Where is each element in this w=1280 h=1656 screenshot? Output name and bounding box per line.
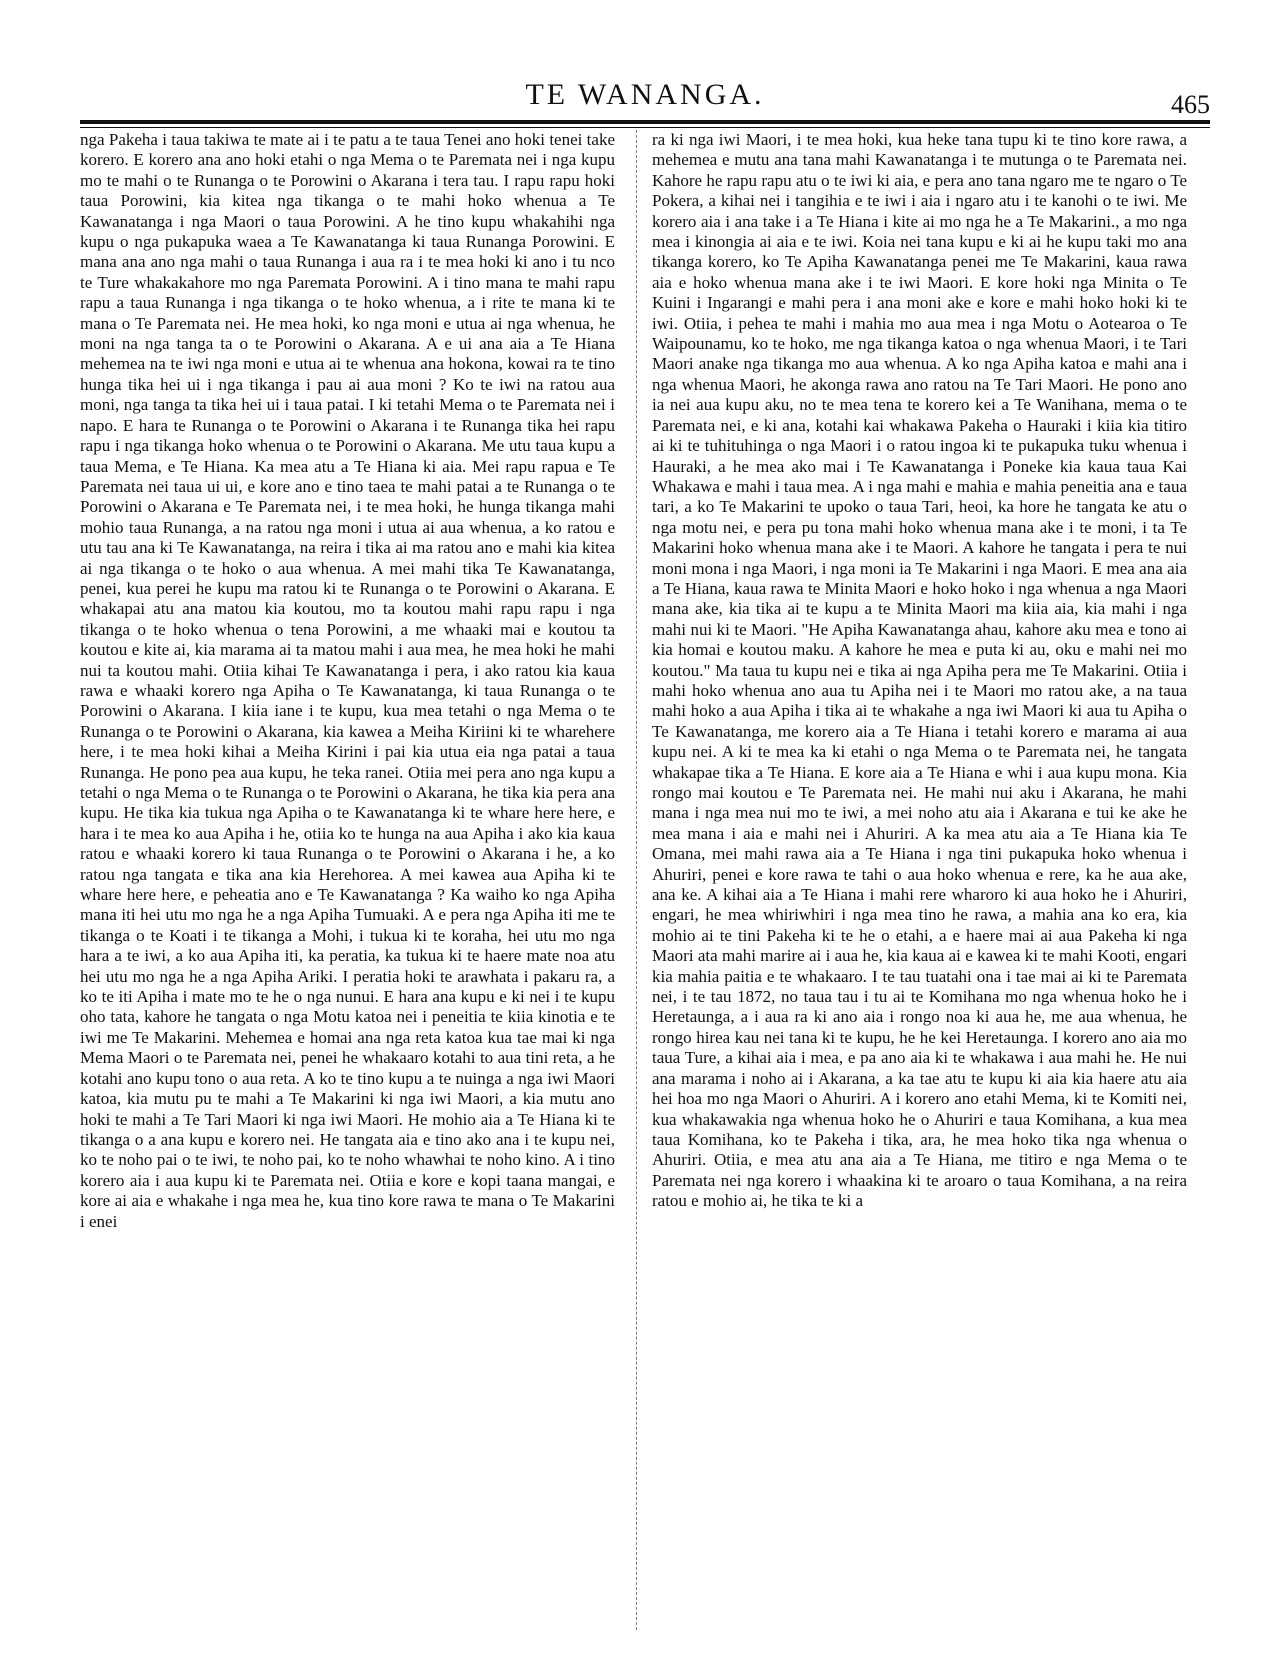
header-rule-thin bbox=[80, 127, 1210, 128]
page-header bbox=[80, 70, 1210, 120]
page-number: 465 bbox=[1171, 90, 1210, 119]
left-column-text: nga Pakeha i taua takiwa te mate ai i te patu a te taua Tenei ano hoki tenei take korero. E korero ana ano hoki etahi o nga Mema o te Paremata nei i nga kupu mo te mahi o te Runanga o te Porowini o Akarana i tera tau. I rapu rapu hoki taua Porowini, kia kitea nga tikanga o te mahi hoko whenua a Te Kawanatanga i nga Maori o taua Porowini. A he tino kupu whakahihi nga kupu o nga pukapuka waea a Te Kawanatanga ki taua Runanga Porowini. E mana ana ano nga mahi o taua Runanga i aua ra i te mea hoki ki ano i tu nco te Ture whakakahore mo nga Paremata Porowini. A i tino mana te mahi rapu rapu a taua Runanga i nga tikanga o te hoko whenua, a i rite te mana ki te mana o Te Paremata nei. He mea hoki, ko nga moni e utua ai nga whenua, he moni na nga tanga ta o te Porowini o Akarana. A e ui ana aia a Te Hiana mehemea na te iwi nga moni e utua ai te whenua ana hokona, kowai ra te tino hunga tika hei ui i nga tikanga i pau ai aua moni ? Ko te iwi na ratou aua moni, nga tanga ta tika hei ui i taua patai. I ki tetahi Mema o te Paremata nei i napo. E hara te Runanga o te Porowini o Akarana i te Runanga tika hei rapu rapu i nga tikanga hoko whenua o te Porowini o Akarana. Me utu taua kupu a taua Mema, e Te Hiana. Ka mea atu a Te Hiana ki aia. Mei rapu rapua e Te Paremata nei taua ui ui, e kore ano e tino taea te mahi patai a te Runanga o te Porowini o Akarana e Te Paremata nei, i te mea hoki, he hunga tikanga mahi mohio taua Runanga, a na ratou nga moni i utua ai aua whenua, a ko ratou e utu tau ana ki Te Kawanatanga, na reira i tika ai ma ratou ano e mahi kia kitea ai nga tikanga o te hoko o aua whenua. A mei mahi tika Te Kawanatanga, penei, kua perei he kupu ma ratou ki te Runanga o te Porowini o Akarana. E whakapai atu ana matou kia koutou, mo ta koutou mahi rapu rapu i nga tikanga o te hoko whenua o tena Porowini, a me whaaki mai e koutou ta koutou e kite ai, kia marama ai ta matou mahi i aua mea, he mea hoki he mahi nui ta koutou mahi. Otiia kihai Te Kawanatanga i pera, i ako ratou kia kaua rawa e whaaki korero nga Apiha o Te Kawanatanga, ki taua Runanga o te Porowini o Akarana. I kiia iane i te kupu, kua mea tetahi o nga Mema o te Runanga o te Porowini o Akarana, kia kawea a Meiha Kiriini ki te wharehere here, i te mea hoki kihai a Meiha Kirini i pai kia utua eia nga patai a taua Runanga. He pono pea aua kupu, he teka ranei. Otiia mei pera ano nga kupu a tetahi o nga Mema o te Runanga o te Porowini o Akarana, he tika kia pera ana kupu. He tika kia tukua nga Apiha o te Kawanatanga ki te whare here here, e hara i te mea ko aua Apiha i he, otiia ko te hunga na aua Apiha i ako kia kaua ratou e whaaki korero ki taua Runanga o te Porowini o Akarana i he, a ko ratou nga tangata e tika ana kia Herehorea. A mei kawea aua Apiha ki te whare here here, e peheatia ano e Te Kawanatanga ? Ka waiho ko nga Apiha mana iti hei utu mo nga he a nga Apiha Tumuaki. A e pera nga Apiha iti me te tikanga o te Koati i te tikanga a Mohi, i tukua ki te koraha, hei utu mo nga hara a te iwi, a ko aua Apiha iti, ka peratia, ka tukua ki te haere mate noa atu hei utu mo nga he a nga Apiha Ariki. I peratia hoki te arawhata i pakaru ra, a ko te iti Apiha i mate mo te he o nga nunui. E hara ana kupu e ki nei i te kupu oho tata, kahore he tangata o nga Motu katoa nei i peneitia te kiia kinotia e te iwi me Te Makarini. Mehemea e homai ana nga reta katoa kua tae mai ki nga Mema Maori o te Paremata nei, penei he whakaaro kotahi to aua tini reta, a he kotahi ano kupu tono o aua reta. A ko te tino kupu a te nuinga a nga iwi Maori katoa, kia mutu pu te mahi a Te Makarini ki nga iwi Maori, a kia mutu ano hoki te mahi a Te Tari Maori ki nga iwi Maori. He mohio aia a Te Hiana ki te tikanga o a ana kupu e korero nei. He tangata aia e tino ako ana i te kupu nei, ko te noho pai o te iwi, te noho pai, ko te noho whawhai te noho kino. A i tino korero aia i aua kupu ki te Paremata nei. Otiia e kore e kopi taana mangai, e kore ai aia e whakahe i nga mea he, kua tino kore rawa te mana o Te Makarini i enei bbox=[80, 130, 615, 1231]
masthead-title: TE WANANGA. bbox=[525, 78, 765, 111]
left-column bbox=[80, 130, 615, 1630]
header-rule-thick bbox=[80, 120, 1210, 124]
right-column-text: ra ki nga iwi Maori, i te mea hoki, kua heke tana tupu ki te tino kore rawa, a mehemea e mutu ana tana mahi Kawanatanga i te mutunga o te Paremata nei. Kahore he rapu rapu atu o te iwi ki aia, e pera ano tana ngaro me te ngaro o Te Pokera, a kihai nei i tangihia e te iwi i aia i ngaro atu i te kanohi o te iwi. Me korero aia i ana take i a Te Hiana i kite ai mo nga he a Te Makarini., a mo nga mea i kinongia ai aia e te iwi. Koia nei tana kupu e ki ai he kupu taki mo ana tikanga korero, ko Te Apiha Kawanatanga penei me Te Makarini, kaua rawa aia e hoko whenua mana ake i te iwi Maori. E kore hoki nga Minita o Te Kuini i Ingarangi e mahi pera i ana moni ake e kore e mahi hoko hoki ki te iwi. Otiia, i pehea te mahi i mahia mo aua mea i nga Motu o Aotearoa o Te Waipounamu, ko te hoko, me nga tikanga katoa o nga whenua Maori, i te Tari Maori anake nga tikanga mo aua whenua. A ko nga Apiha katoa e mahi ana i nga whenua Maori, he akonga rawa ano ratou na Te Tari Maori. He pono ano ia nei aua kupu aku, no te mea tena te korero kei a Te Wanihana, mema o te Paremata nei, e ki ana, kotahi kai whakawa Pakeha o Hauraki i kiia kia titiro ai ki te tuhituhinga o nga Maori i o ratou ingoa ki te pukapuka tuku whenua i Hauraki, a he mea ako mai i Te Kawanatanga i Poneke kia kaua taua Kai Whakawa e mahi i taua mea. A i nga mahi e mahia e mahia peneitia ana e taua tari, a ko Te Makarini te upoko o taua Tari, heoi, ka hore he tangata ke atu o nga motu nei, e pera pu tona mahi hoko whenua mana ake i te moni, i ta Te Makarini hoko whenua mana ake i te Maori. A kahore he tangata i pera te nui moni mona i nga Maori, i nga moni ia Te Makarini i nga Maori. E mea ana aia a Te Hiana, kaua rawa te Minita Maori e hoko hoko i nga whenua a nga Maori mana ake, kia tika ai te kupu a te Minita Maori ma kiia aia, kia mahi i nga mahi nui ki te Maori. "He Apiha Kawanatanga ahau, kahore aku mea e tono ai kia homai e koutou maku. A kahore he mea e puta ki au, oku e mahi nei mo koutou." Ma taua tu kupu nei e tika ai nga Apiha pera me Te Makarini. Otiia i mahi hoko whenua ano aua tu Apiha nei i te Maori mo ratou ake, a na taua mahi hoko a aua Apiha i tika ai te whakahe a nga iwi Maori ki aua tu Apiha o Te Kawanatanga, me korero aia a Te Hiana i tetahi korero e marama ai aua kupu nei. A ki te mea ka ki etahi o nga Mema o te Paremata nei, he tangata whakapae tika a Te Hiana. E kore aia a Te Hiana e whi i aua kupu mona. Kia rongo mai koutou e Te Paremata nei. He mahi nui aku i Akarana, he mahi mana i nga mea nui mo te iwi, a mei noho atu aia i Akarana e tui ke ake he mea mana i aia e mahi nei i Ahuriri. A ka mea atu aia a Te Hiana kia Te Omana, mei mahi rawa aia a Te Hiana i nga tini pukapuka hoko whenua i Ahuriri, penei e kore rawa te tahi o aua hoko whenua e rere, ka he aua ake, ana ke. A kihai aia a Te Hiana i mahi rere wharoro ki aua hoko he i Ahuriri, engari, he mea whiriwhiri i nga mea tino he rawa, a mahia ana ko era, kia mohio ai te tini Pakeha ki te he o etahi, a e haere mai ai aua Pakeha ki nga Maori ata mahi marire ai i aua he, kia kaua ai e kawea ki te mahi Kooti, engari kia mahia paitia e te whakaaro. I te tau tuatahi ona i tae mai ai ki te Paremata nei, i te tau 1872, no taua tau i tu ai te Komihana mo nga whenua hoko he i Heretaunga, a i aua ra ki ano aia i rongo noa ki aua he, me aua whenua, he rongo hirea kau nei tana ki te kupu, he he kei Heretaunga. I korero ano aia mo taua Ture, a kihai aia i mea, e pa ano aia ki te whakawa i aua mahi he. He nui ana marama i noho ai i Akarana, a ka tae atu te kupu ki aia kia haere atu aia hei hoa mo nga Maori o Ahuriri. A i korero ano etahi Mema, ki te Komiti nei, kua whakawakia nga whenua hoko he o Ahuriri e taua Komihana, a kua mea taua Komihana, ko te Pakeha i tika, ara, he mea hoko tika nga whenua o Ahuriri. Otiia, e mea atu ana aia a Te Hiana, me titiro e nga Mema o te Paremata nei nga korero i whaakina ki te aroaro o taua Komihana, a na reira ratou e mohio ai, he tika te ki a bbox=[652, 130, 1187, 1211]
column-divider bbox=[636, 130, 637, 1630]
right-column bbox=[652, 130, 1187, 1630]
